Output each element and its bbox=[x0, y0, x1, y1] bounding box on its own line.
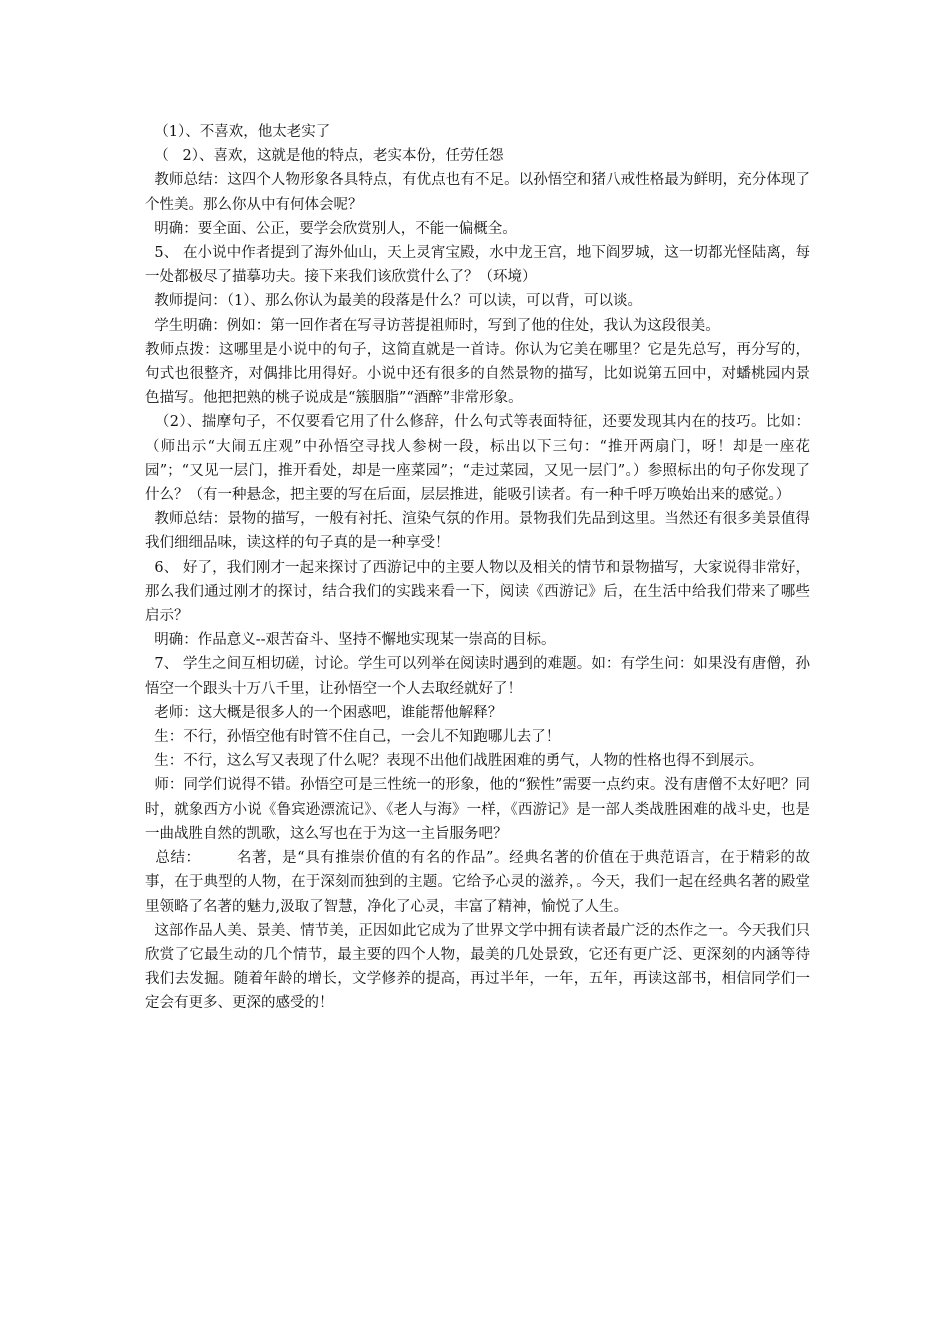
paragraph-11: 6、 好了，我们刚才一起来探讨了西游记中的主要人物以及相关的情节和景物描写，大家说得非常好，那么我们通过刚才的探讨，结合我们的实践来看一下，阅读《西游记》后，在生活中给我们带来了哪些启示？ bbox=[145, 559, 810, 625]
paragraph-14: 老师：这大概是很多人的一个困惑吧，谁能帮他解释？ bbox=[145, 704, 503, 721]
paragraph-4: 明确：要全面、公正，要学会欣赏别人，不能一偏概全。 bbox=[145, 220, 517, 237]
paragraph-17: 师：同学们说得不错。孙悟空可是三性统一的形象，他的“猴性”需要一点约束。没有唐僧不太好吧？同时，就象西方小说《鲁宾逊漂流记》、《老人与海》一样，《西游记》是一部人类战胜困难的战斗史，也是一曲战胜自然的凯歌，这么写也在于为这一主旨服务吧？ bbox=[145, 777, 810, 842]
paragraph-9: （2）、揣摩句子，不仅要看它用了什么修辞，什么句式等表面特征，还要发现其内在的技巧。比如：（师出示“大闹五庄观”中孙悟空寻找人参树一段，标出以下三句：“推开两扇门，呀！却是一座花园”；“又见一层门，推开看处，却是一座菜园”；“走过菜园，又见一层门”。）参照标出的句子你发现了什么？（有一种悬念，把主要的写在后面，层层推进，能吸引读者。有一种千呼万唤始出来的感觉。） bbox=[145, 414, 810, 504]
paragraph-1: （1）、不喜欢，他太老实了 bbox=[145, 124, 331, 140]
paragraph-3: 教师总结：这四个人物形象各具特点，有优点也有不足。以孙悟空和猪八戒性格最为鲜明，充分体现了个性美。那么你从中有何体会呢？ bbox=[145, 172, 810, 213]
paragraph-19: 这部作品人美、景美、情节美，正因如此它成为了世界文学中拥有读者最广泛的杰作之一。今天我们只欣赏了它最生动的几个情节，最主要的四个人物，最美的几处景致，它还有更广泛、更深刻的内涵等待我们去发掘。随着年龄的增长，文学修养的提高，再过半年，一年，五年，再读这部书，相信同学们一定会有更多、更深的感受的！ bbox=[145, 922, 810, 1012]
paragraph-12: 明确：作品意义--艰苦奋斗、坚持不懈地实现某一崇高的目标。 bbox=[145, 632, 556, 649]
paragraph-10: 教师总结：景物的描写，一般有衬托、渲染气氛的作用。景物我们先品到这里。当然还有很多美景值得我们细细品味，读这样的句子真的是一种享受！ bbox=[145, 511, 810, 552]
paragraph-16: 生：不行，这么写又表现了什么呢？表现不出他们战胜困难的勇气，人物的性格也得不到展示。 bbox=[145, 753, 764, 770]
paragraph-13: 7、 学生之间互相切磋，讨论。学生可以列举在阅读时遇到的难题。如：有学生问：如果没有唐僧，孙悟空一个跟头十万八千里，让孙悟空一个人去取经就好了！ bbox=[145, 656, 810, 697]
paragraph-15: 生：不行，孙悟空他有时管不住自己，一会儿不知跑哪儿去了！ bbox=[145, 729, 561, 746]
paragraph-7: 学生明确：例如：第一回作者在写寻访菩提祖师时，写到了他的住处，我认为这段很美。 bbox=[145, 317, 720, 334]
paragraph-5: 5、 在小说中作者提到了海外仙山，天上灵宵宝殿，水中龙王宫，地下阎罗城，这一切都光怪陆离，每一处都极尽了描摹功夫。接下来我们该欣赏什么了？（环境） bbox=[145, 245, 810, 286]
paragraph-18: 总结： 名著，是“具有推崇价值的有名的作品”。经典名著的价值在于典范语言，在于精彩的故事，在于典型的人物，在于深刻而独到的主题。它给予心灵的滋养，。今天，我们一起在经典名著的殿堂里领略了名著的魅力,汲取了智慧，净化了心灵，丰富了精神，愉悦了人生。 bbox=[145, 850, 810, 915]
paragraph-6: 教师提问：（1）、那么你认为最美的段落是什么？可以读，可以背，可以谈。 bbox=[145, 293, 642, 310]
document-body bbox=[145, 120, 810, 1016]
paragraph-2: （ 2）、喜欢，这就是他的特点，老实本份，任劳任怨 bbox=[145, 148, 504, 165]
paragraph-8: 教师点拨：这哪里是小说中的句子，这简直就是一首诗。你认为它美在哪里？它是先总写，再分写的，句式也很整齐，对偶排比用得好。小说中还有很多的自然景物的描写，比如说第五回中，对蟠桃园内景色描写。他把把熟的桃子说成是“簇胭脂”“酒醉”非常形象。 bbox=[145, 341, 810, 407]
